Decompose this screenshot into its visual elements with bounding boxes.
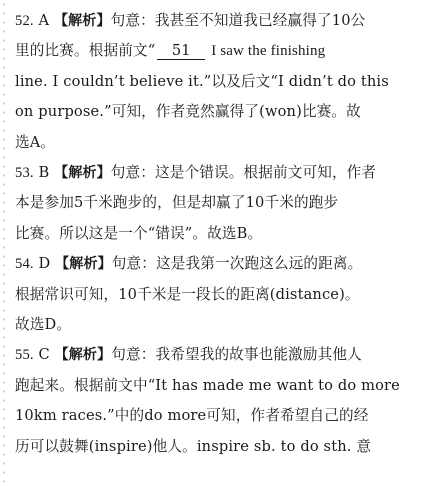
explanation-line bbox=[15, 158, 415, 188]
explanation-line bbox=[15, 6, 415, 36]
margin-dot-border bbox=[2, 0, 6, 487]
explanation-item-52 bbox=[15, 6, 415, 158]
explanation-line bbox=[15, 310, 415, 340]
line-text: 故选D。 bbox=[15, 316, 72, 334]
line-text: 根据常识可知，10千米是一段长的距离(distance)。 bbox=[15, 285, 360, 303]
analysis-tag: 【解析】 bbox=[54, 165, 111, 182]
explanation-line bbox=[15, 249, 415, 279]
answer-explanations bbox=[15, 6, 415, 462]
explanation-line bbox=[15, 97, 415, 127]
explanation-item-55 bbox=[15, 340, 415, 462]
line-text: 选A。 bbox=[15, 133, 56, 151]
answer-letter: C bbox=[38, 346, 50, 364]
explanation-line bbox=[15, 67, 415, 97]
line-text: line. I couldn’t believe it.”以及后文“I didn’t do this bbox=[15, 72, 389, 90]
explanation-line bbox=[15, 36, 415, 66]
line-text: 10km races.”中的do more可知，作者希望自己的经 bbox=[15, 407, 369, 425]
analysis-tag: 【解析】 bbox=[54, 13, 111, 29]
explanation-line bbox=[15, 371, 415, 401]
line-text: 句意：这是我第一次跑这么远的距离。 bbox=[111, 255, 363, 273]
line-text: 里的比赛。根据前文“ bbox=[15, 42, 156, 60]
line-text: 句意：我希望我的故事也能激励其他人 bbox=[111, 346, 362, 364]
question-number: 55. bbox=[15, 347, 34, 364]
line-text: 句意：这是个错误。根据前文可知，作者 bbox=[110, 164, 377, 182]
question-number: 52. bbox=[15, 13, 34, 29]
explanation-line bbox=[15, 188, 415, 218]
blank-number: 51 bbox=[157, 42, 205, 60]
explanation-item-53 bbox=[15, 158, 415, 249]
line-text: 跑起来。根据前文中“It has made me want to do more bbox=[15, 376, 400, 394]
line-text: I saw the finishing bbox=[207, 43, 326, 60]
explanation-line bbox=[15, 219, 415, 249]
analysis-tag: 【解析】 bbox=[54, 347, 112, 364]
question-number: 53. bbox=[15, 165, 34, 182]
line-text: 句意：我甚至不知道我已经赢得了10公 bbox=[110, 12, 366, 29]
explanation-line bbox=[15, 128, 415, 158]
answer-letter: A bbox=[38, 12, 50, 29]
line-text: 历可以鼓舞(inspire)他人。inspire sb. to do sth. 意 bbox=[15, 437, 372, 455]
explanation-line bbox=[15, 432, 415, 462]
explanation-item-54 bbox=[15, 249, 415, 340]
explanation-line bbox=[15, 401, 415, 431]
line-text: on purpose.”可知，作者竟然赢得了(won)比赛。故 bbox=[15, 103, 361, 121]
answer-letter: B bbox=[38, 164, 50, 182]
explanation-line bbox=[15, 280, 415, 310]
answer-letter: D bbox=[38, 255, 51, 273]
line-text: 比赛。所以这是一个“错误”。故选B。 bbox=[15, 224, 263, 242]
question-number: 54. bbox=[15, 256, 34, 273]
analysis-tag: 【解析】 bbox=[55, 256, 112, 273]
explanation-line bbox=[15, 340, 415, 370]
line-text: 本是参加5千米跑步的，但是却赢了10千米的跑步 bbox=[15, 194, 339, 212]
